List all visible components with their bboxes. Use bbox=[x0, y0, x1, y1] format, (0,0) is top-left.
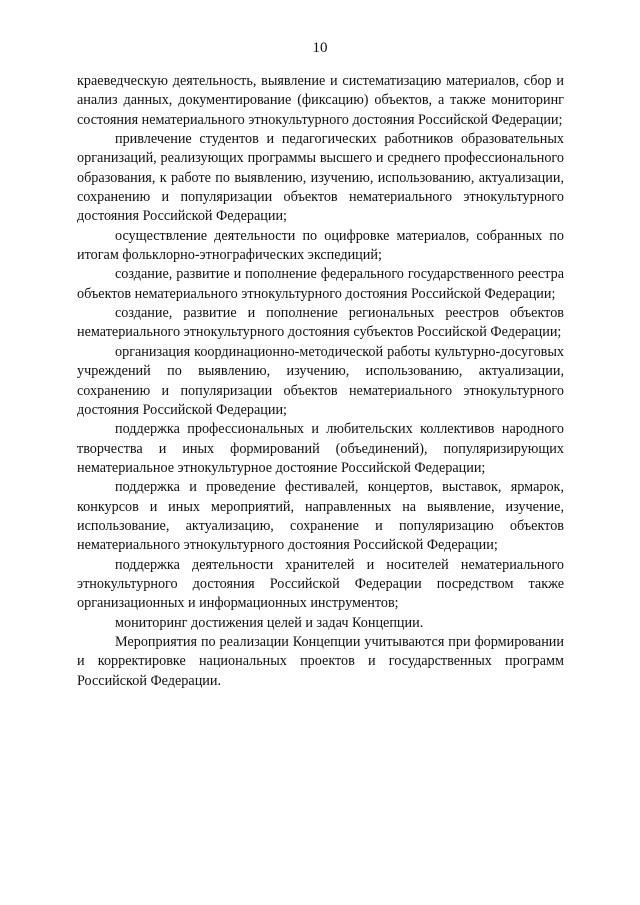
paragraph-monitoring: мониторинг достижения целей и задач Концепции. bbox=[115, 614, 424, 631]
paragraph-keepers-support: поддержка деятельности хранителей и носителей нематериального этнокультурного достояния Российской Федерации посредством также организационных и информационных инструментов; bbox=[77, 556, 564, 612]
paragraph-implementation: Мероприятия по реализации Концепции учитываются при формировании и корректировке национальных проектов и государственных программ Российской Федерации. bbox=[77, 633, 564, 689]
document-body bbox=[77, 72, 564, 691]
paragraph-continuation: краеведческую деятельность, выявление и систематизацию материалов, сбор и анализ данных, документирование (фиксацию) объектов, а также мониторинг состояния нематериального этнокультурного достояния Российской Федерации; bbox=[77, 73, 564, 128]
paragraph-regional-registries: создание, развитие и пополнение региональных реестров объектов нематериального этнокультурного достояния субъектов Российской Федерации; bbox=[77, 305, 564, 341]
paragraph-federal-registry: создание, развитие и пополнение федерального государственного реестра объектов нематериального этнокультурного достояния Российской Федерации; bbox=[77, 266, 564, 302]
paragraph-attracting-students: привлечение студентов и педагогических работников образовательных организаций, реализующих программы высшего и среднего профессионального образования, к работе по выявлению, изучению, использованию, актуализации, сохранению и популяризации объектов нематериального этнокультурного достояния Российской Федерации; bbox=[77, 131, 564, 225]
page-number: 10 bbox=[312, 40, 328, 56]
paragraph-coordination: организация координационно-методической работы культурно-досуговых учреждений по выявлению, изучению, использованию, актуализации, сохранению и популяризации объектов нематериального этнокультурного достояния Российской Федерации; bbox=[77, 343, 564, 418]
paragraph-digitization: осуществление деятельности по оцифровке материалов, собранных по итогам фольклорно-этнографических экспедиций; bbox=[77, 227, 564, 264]
paragraph-support-collectives: поддержка профессиональных и любительских коллективов народного творчества и иных формирований (объединений), популяризирующих нематериальное этнокультурное достояние Российской Федерации; bbox=[77, 421, 564, 476]
paragraph-festivals: поддержка и проведение фестивалей, концертов, выставок, ярмарок, конкурсов и иных мероприятий, направленных на выявление, изучение, использование, актуализацию, сохранение и популяризацию объектов нематериального этнокультурного достояния Российской Федерации; bbox=[77, 479, 564, 554]
